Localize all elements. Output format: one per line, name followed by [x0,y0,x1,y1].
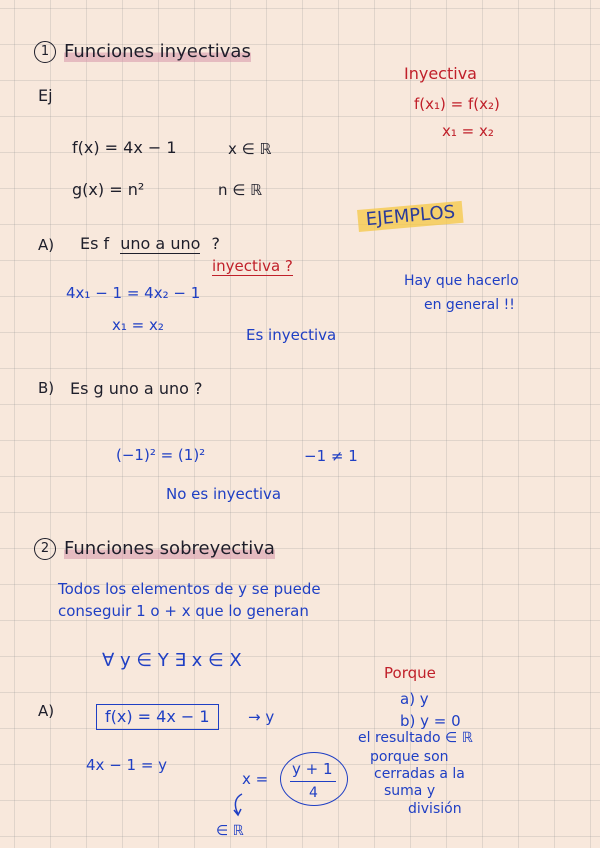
porque-line2: porque son [370,749,449,765]
section-1-title-text: Funciones inyectivas [64,41,251,62]
s2-part-a-label: A) [38,702,55,720]
s1-part-a-question-pre: Es f [80,234,110,253]
s1-part-a-label: A) [38,236,55,254]
s2-definition-line1: Todos los elementos de y se puede [58,580,321,598]
s1-note-line1: Hay que hacerlo [404,273,519,289]
s2-curved-arrow-icon [228,792,248,818]
s2-fraction-numerator: y + 1 [292,760,333,778]
s1-part-a-question [80,236,220,252]
porque-line5: división [408,801,462,817]
s1-note-line2: en general !! [424,297,515,313]
s2-quantifier: ∀ y ∈ Y ∃ x ∈ X [102,650,242,671]
s1-part-b-question: Es g uno a uno ? [70,379,203,398]
s2-equation: 4x − 1 = y [86,756,168,774]
s2-x-equals: x = [242,770,269,788]
s1-part-a-question-inyectiva-text: inyectiva ? [212,257,293,275]
s2-in-r: ∈ ℝ [216,823,244,839]
function-f: f(x) = 4x − 1 [72,138,177,157]
s2-fraction-bar [290,781,336,782]
s1-part-a-eq1: 4x₁ − 1 = 4x₂ − 1 [66,284,201,302]
s1-part-a-question-inyectiva [212,259,293,274]
section-2-title-text: Funciones sobreyectiva [64,538,275,559]
ejemplos-label [358,201,463,232]
ejemplos-highlight: EJEMPLOS [357,201,464,232]
function-f-domain: x ∈ ℝ [228,140,272,158]
function-g: g(x) = n² [72,180,145,199]
s1-part-b-conclusion: No es inyectiva [166,485,282,503]
porque-a: a) y [400,690,429,708]
s1-part-b-inequality: −1 ≠ 1 [304,447,358,465]
example-label: Ej [38,86,53,105]
s2-arrow-to-y: → y [248,708,275,726]
porque-line1: el resultado ∈ ℝ [358,730,473,746]
s1-part-a-eq2: x₁ = x₂ [112,316,164,334]
function-g-domain: n ∈ ℝ [218,181,262,199]
side-definition-eq1: f(x₁) = f(x₂) [414,95,500,113]
porque-b: b) y = 0 [400,712,461,730]
porque-line4: suma y [384,783,436,799]
s2-boxed-function: f(x) = 4x − 1 [96,704,219,730]
s2-fraction-denominator: 4 [309,785,318,801]
side-definition-eq2: x₁ = x₂ [442,122,494,140]
section-1-number: 1 [34,41,56,63]
s1-part-a-conclusion: Es inyectiva [246,326,337,344]
s1-part-a-question-mark: ? [211,234,220,253]
section-2-title [64,540,275,558]
side-definition-title: Inyectiva [404,64,477,83]
s1-part-a-question-underlined: uno a uno [120,234,201,253]
s2-curved-arrow-svg [228,792,248,818]
s2-definition-line2: conseguir 1 o + x que lo generan [58,602,309,620]
s1-part-b-eq: (−1)² = (1)² [116,446,206,464]
s1-part-b-label: B) [38,379,55,397]
section-2-number: 2 [34,538,56,560]
section-1-title [64,43,251,61]
porque-label: Porque [384,664,436,682]
porque-line3: cerradas a la [374,766,465,782]
